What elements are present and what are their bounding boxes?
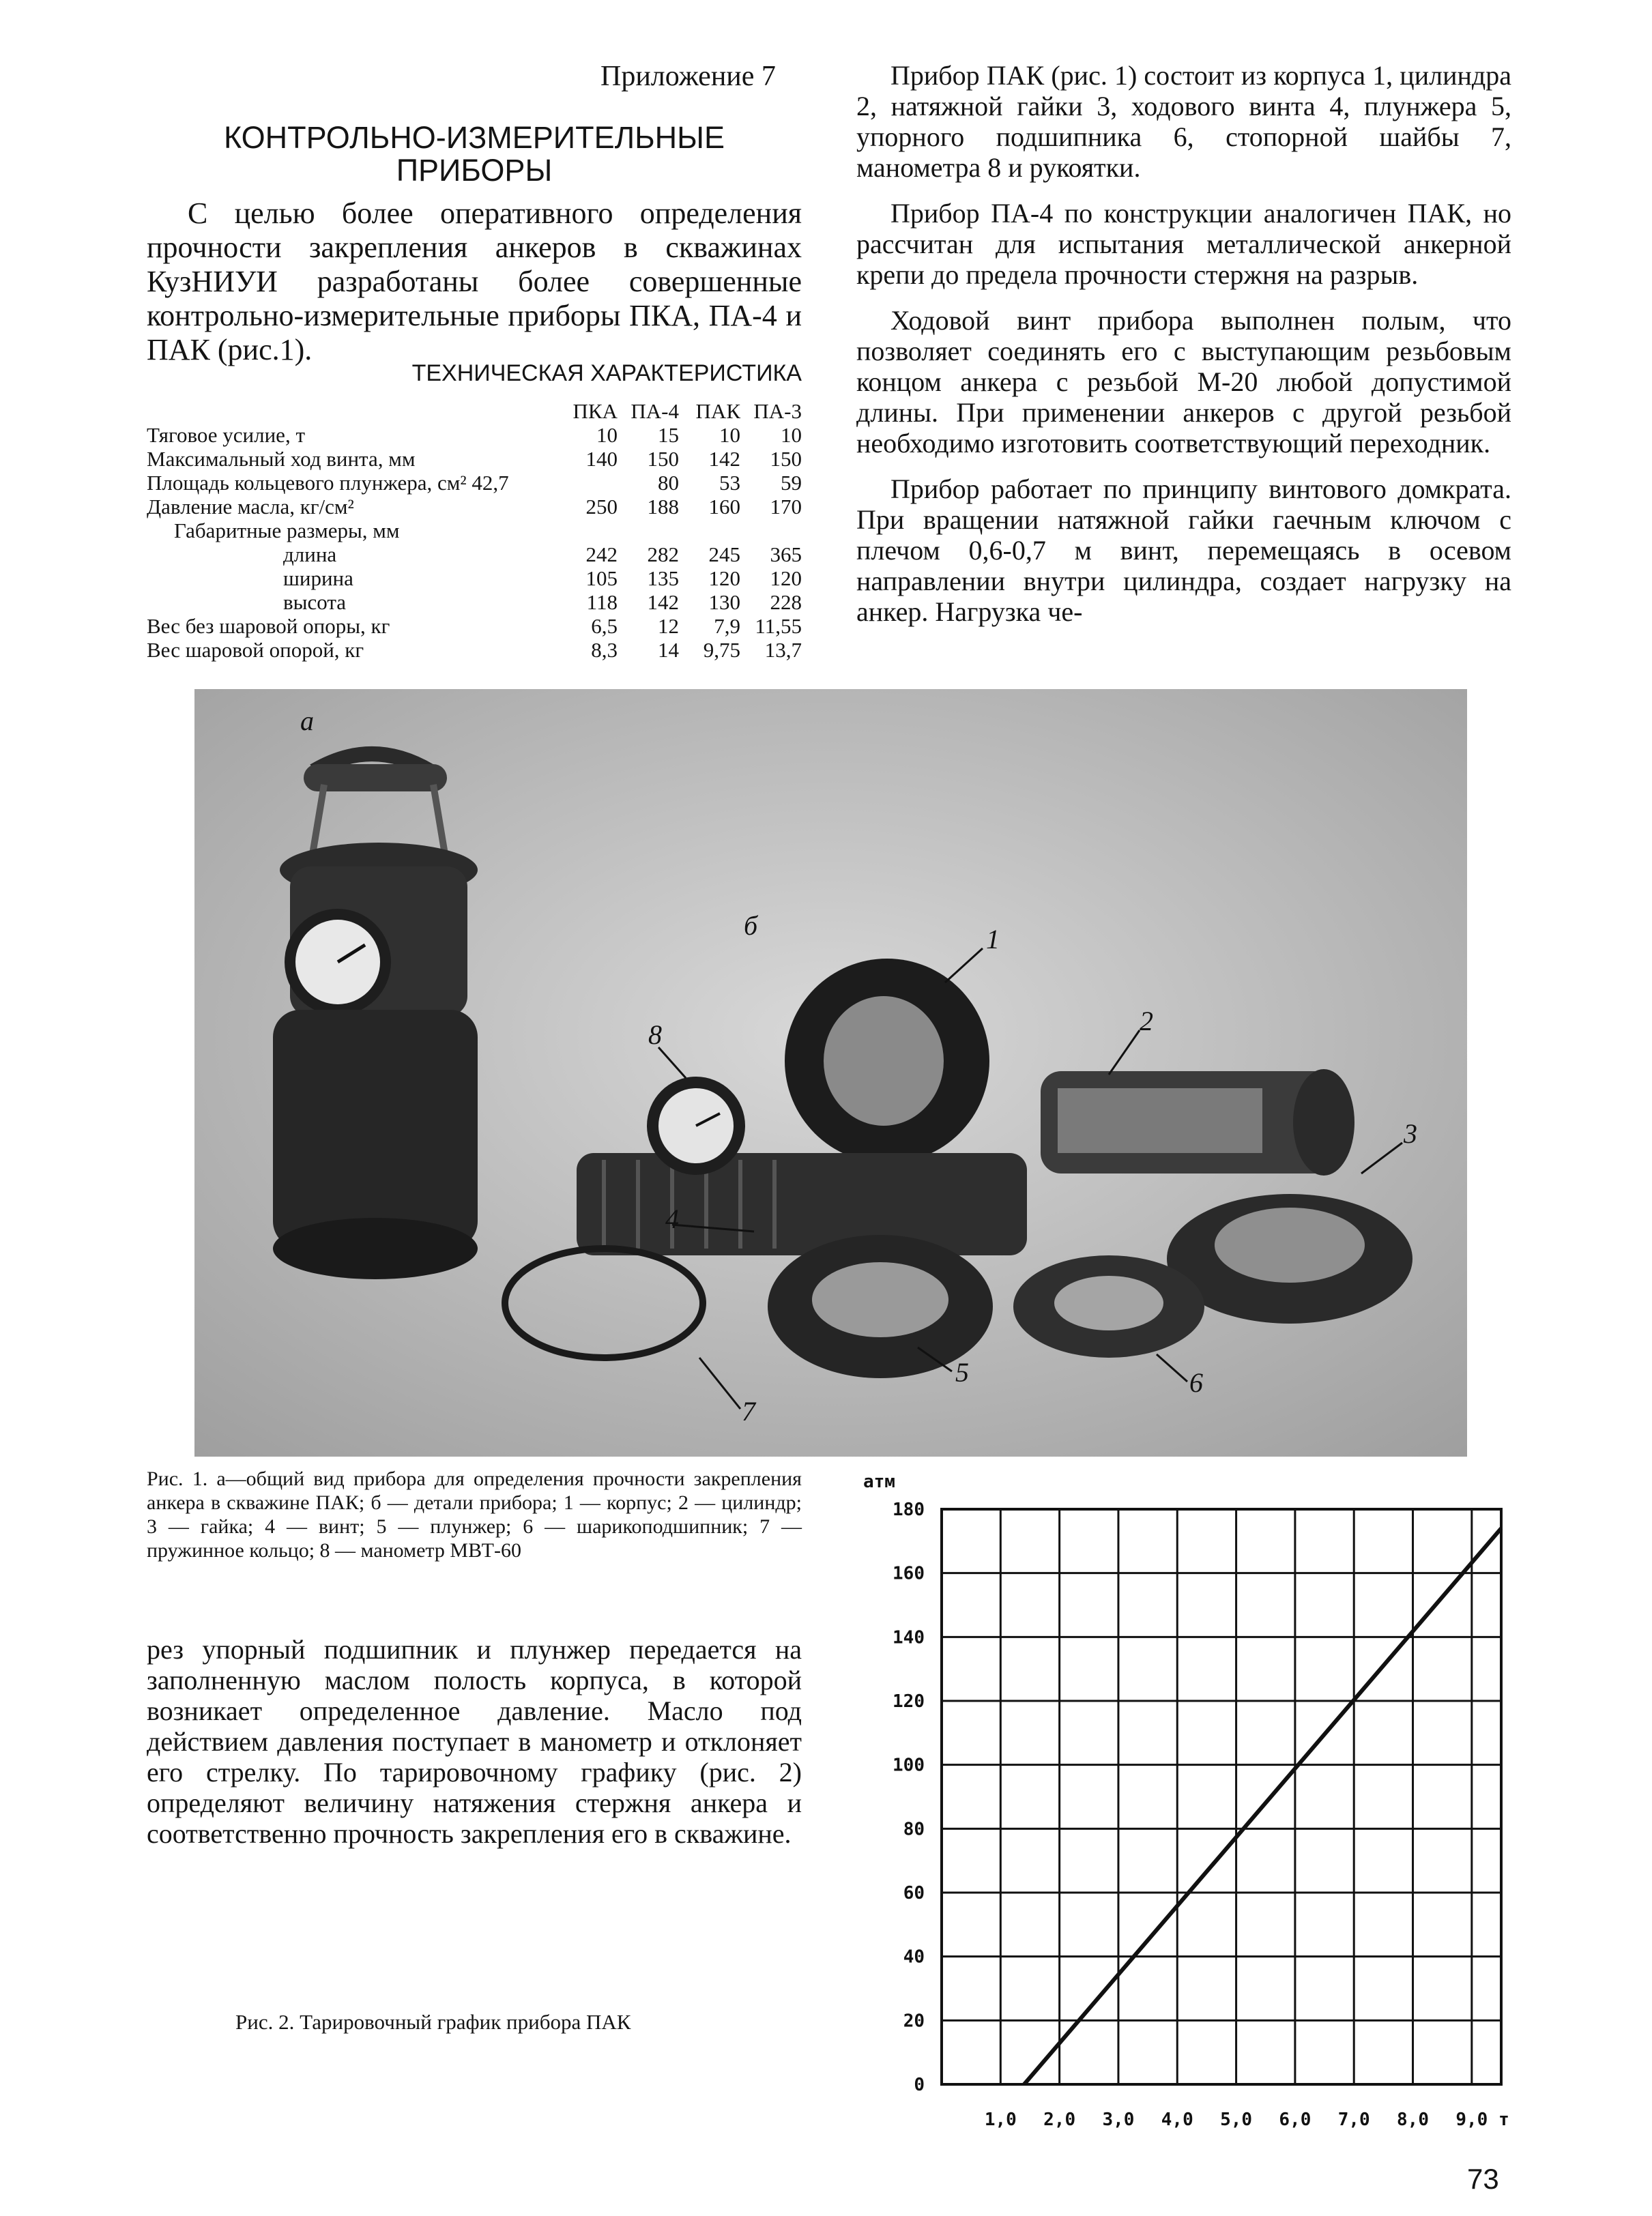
- spec-cell: 59: [781, 471, 802, 495]
- chart-y-tick-label: 160: [893, 1563, 925, 1584]
- chart-x-tick-label: 1,0: [984, 2110, 1017, 2130]
- section-title: КОНТРОЛЬНО-ИЗМЕРИТЕЛЬНЫЕ ПРИБОРЫ: [223, 120, 725, 188]
- spec-col-header: ПА-4: [631, 399, 679, 423]
- chart-x-tick-label: 8,0: [1397, 2110, 1430, 2130]
- spec-cell: 13,7: [764, 638, 802, 662]
- spec-row: [147, 590, 802, 614]
- chart-y-tick-label: 0: [914, 2075, 925, 2095]
- chart-x-tick-label: 4,0: [1161, 2110, 1193, 2130]
- chart-x-tick-label: 6,0: [1279, 2110, 1312, 2130]
- chart-y-tick-label: 20: [903, 2011, 925, 2032]
- appendix-label: Приложение 7: [600, 61, 776, 92]
- chart-y-tick-label: 80: [903, 1819, 925, 1840]
- spec-cell: 150: [647, 447, 679, 471]
- chart-y-tick-label: 140: [893, 1627, 925, 1648]
- photo-label-7: 7: [742, 1396, 755, 1427]
- spec-row: [147, 638, 802, 662]
- chart-x-axis-label: т: [1498, 2110, 1509, 2130]
- spec-cell: 14: [658, 638, 679, 662]
- chart-series: [1024, 1528, 1501, 2084]
- spec-row-label: Максимальный ход винта, мм: [147, 447, 416, 471]
- spec-cell: 6,5: [591, 614, 618, 638]
- spec-cell: 118: [586, 590, 618, 614]
- spec-cell: 80: [658, 471, 679, 495]
- spec-cell: 12: [658, 614, 679, 638]
- spec-cell: 160: [708, 495, 740, 519]
- spec-cell: 188: [647, 495, 679, 519]
- photo-label-4: 4: [665, 1204, 679, 1234]
- spec-row: [147, 447, 802, 471]
- spec-table-header: [147, 399, 802, 423]
- chart-y-tick-label: 180: [893, 1500, 925, 1520]
- chart-x-tick-label: 7,0: [1337, 2110, 1370, 2130]
- spec-row-label: высота: [283, 590, 347, 614]
- photo-label-8: 8: [648, 1019, 662, 1050]
- photo-label-3: 3: [1404, 1118, 1417, 1149]
- spec-cell: 282: [647, 542, 679, 566]
- spec-cell: 7,9: [714, 614, 740, 638]
- paragraph: Ходовой винт прибора выполнен полым, что позволяет соединять его с выступающим резьбовым концом анкера с резьбой М-20 любой допустимой длины. При применении анкеров с другой резьбой необходимо изготовить соответствующий переходник.: [856, 305, 1511, 458]
- spec-cell: 142: [708, 447, 740, 471]
- calibration-chart: [850, 1467, 1518, 2142]
- spec-row: [147, 495, 802, 519]
- photo-label-2: 2: [1140, 1006, 1153, 1036]
- spec-heading: ТЕХНИЧЕСКАЯ ХАРАКТЕРИСТИКА: [411, 360, 802, 386]
- spec-row: [147, 566, 802, 590]
- chart-x-ticks: [985, 2110, 1509, 2130]
- spec-row: [147, 542, 802, 566]
- spec-cell: 8,3: [591, 638, 618, 662]
- spec-table: [147, 399, 802, 662]
- spec-cell: 365: [770, 542, 802, 566]
- spec-cell: 10: [596, 423, 618, 447]
- chart-x-tick-label: 3,0: [1102, 2110, 1135, 2130]
- spec-cell: 120: [770, 566, 802, 590]
- spec-cell: 10: [719, 423, 740, 447]
- paragraph: Прибор работает по принципу винтового домкрата. При вращении натяжной гайки гаечным ключом с плечом 0,6-0,7 м винт, перемещаясь в осевом направлении внутри цилиндра, создает нагрузку на анкер. Нагрузка че-: [856, 473, 1511, 627]
- photo-label-5: 5: [955, 1357, 969, 1388]
- spec-row-label: длина: [283, 542, 337, 566]
- figure-1-caption: Рис. 1. а—общий вид прибора для определения прочности закрепления анкера в скважине ПАК; б — детали прибора; 1 — корпус; 2 — цилиндр; 3 — гайка; 4 — винт; 5 — плунжер; 6 — шарикоподшипник; 7 — пружинное кольцо; 8 — манометр МВТ-60: [147, 1468, 802, 1562]
- spec-row: [147, 614, 802, 638]
- right-column-text: [856, 60, 1511, 642]
- spec-cell: 105: [585, 566, 618, 590]
- paragraph: Прибор ПА-4 по конструкции аналогичен ПАК, но рассчитан для испытания металлической анкерной крепи до предела прочности стержня на разрыв.: [856, 198, 1511, 290]
- spec-cell: 250: [585, 495, 618, 519]
- paragraph: Прибор ПАК (рис. 1) состоит из корпуса 1, цилиндра 2, натяжной гайки 3, ходового винта 4, плунжера 5, упорного подшипника 6, стопорной шайбы 7, манометра 8 и рукоятки.: [856, 60, 1511, 183]
- spec-cell: 10: [781, 423, 802, 447]
- spec-col-header: ПКА: [573, 399, 618, 423]
- spec-cell: 142: [647, 590, 679, 614]
- spec-cell: 150: [770, 447, 802, 471]
- chart-x-tick-label: 2,0: [1043, 2110, 1076, 2130]
- chart-y-axis-label: атм: [863, 1472, 895, 1492]
- chart-frame: [942, 1509, 1501, 2084]
- device-photo: [194, 689, 1467, 1457]
- spec-cell: 11,55: [755, 614, 802, 638]
- spec-cell: 135: [647, 566, 679, 590]
- chart-y-tick-label: 100: [893, 1755, 925, 1776]
- spec-col-header: ПА-3: [753, 399, 802, 423]
- spec-cell: 15: [658, 423, 679, 447]
- photo-label-b: б: [744, 910, 758, 941]
- chart-y-tick-label: 120: [893, 1691, 925, 1712]
- spec-row-label: Площадь кольцевого плунжера, см² 42,7: [147, 471, 509, 495]
- spec-cell: 228: [770, 590, 802, 614]
- spec-row-label: Тяговое усилие, т: [147, 423, 305, 447]
- spec-row-label: Габаритные размеры, мм: [174, 519, 400, 542]
- spec-cell: 140: [585, 447, 618, 471]
- chart-x-tick-label: 5,0: [1220, 2110, 1253, 2130]
- chart-x-tick-label: 9,0: [1455, 2110, 1488, 2130]
- spec-cell: 130: [708, 590, 740, 614]
- chart-series-line: [1024, 1528, 1501, 2084]
- chart-y-tick-label: 40: [903, 1947, 925, 1968]
- figure-2-caption: Рис. 2. Тарировочный график прибора ПАК: [235, 2010, 631, 2034]
- spec-cell: 53: [719, 471, 740, 495]
- photo-label-6: 6: [1189, 1367, 1203, 1398]
- spec-cell: 242: [585, 542, 618, 566]
- photo-label-a: а: [300, 705, 314, 736]
- chart-grid: [942, 1509, 1501, 2084]
- spec-row-label: ширина: [283, 566, 353, 590]
- photo-label-1: 1: [986, 924, 1000, 954]
- intro-paragraph: С целью более оперативного определения прочности закрепления анкеров в скважинах КузНИУИ разработаны более совершенные контрольно-измерительные приборы ПКА, ПА-4 и ПАК (рис.1).: [147, 196, 802, 366]
- spec-row-label: Вес без шаровой опоры, кг: [147, 614, 390, 638]
- spec-row: [147, 471, 802, 495]
- spec-col-header: ПАК: [695, 399, 740, 423]
- spec-row-label: Давление масла, кг/см²: [147, 495, 354, 519]
- chart-y-ticks: [893, 1500, 925, 2095]
- spec-row: [147, 519, 802, 542]
- spec-cell: 9,75: [703, 638, 740, 662]
- spec-cell: 120: [708, 566, 740, 590]
- lower-paragraph: рез упорный подшипник и плунжер передается на заполненную маслом полость корпуса, в которой возникает определенное давление. Масло под действием давления поступает в манометр и отклоняет его стрелку. По тарировочному графику (рис. 2) определяют величину натяжения стержня анкера и соответственно прочность закрепления его в скважине.: [147, 1634, 802, 1849]
- chart-y-tick-label: 60: [903, 1883, 925, 1904]
- spec-row: [147, 423, 802, 447]
- page-number: 73: [1467, 2163, 1499, 2195]
- spec-cell: 245: [708, 542, 740, 566]
- spec-cell: 170: [770, 495, 802, 519]
- spec-row-label: Вес шаровой опорой, кг: [147, 638, 364, 662]
